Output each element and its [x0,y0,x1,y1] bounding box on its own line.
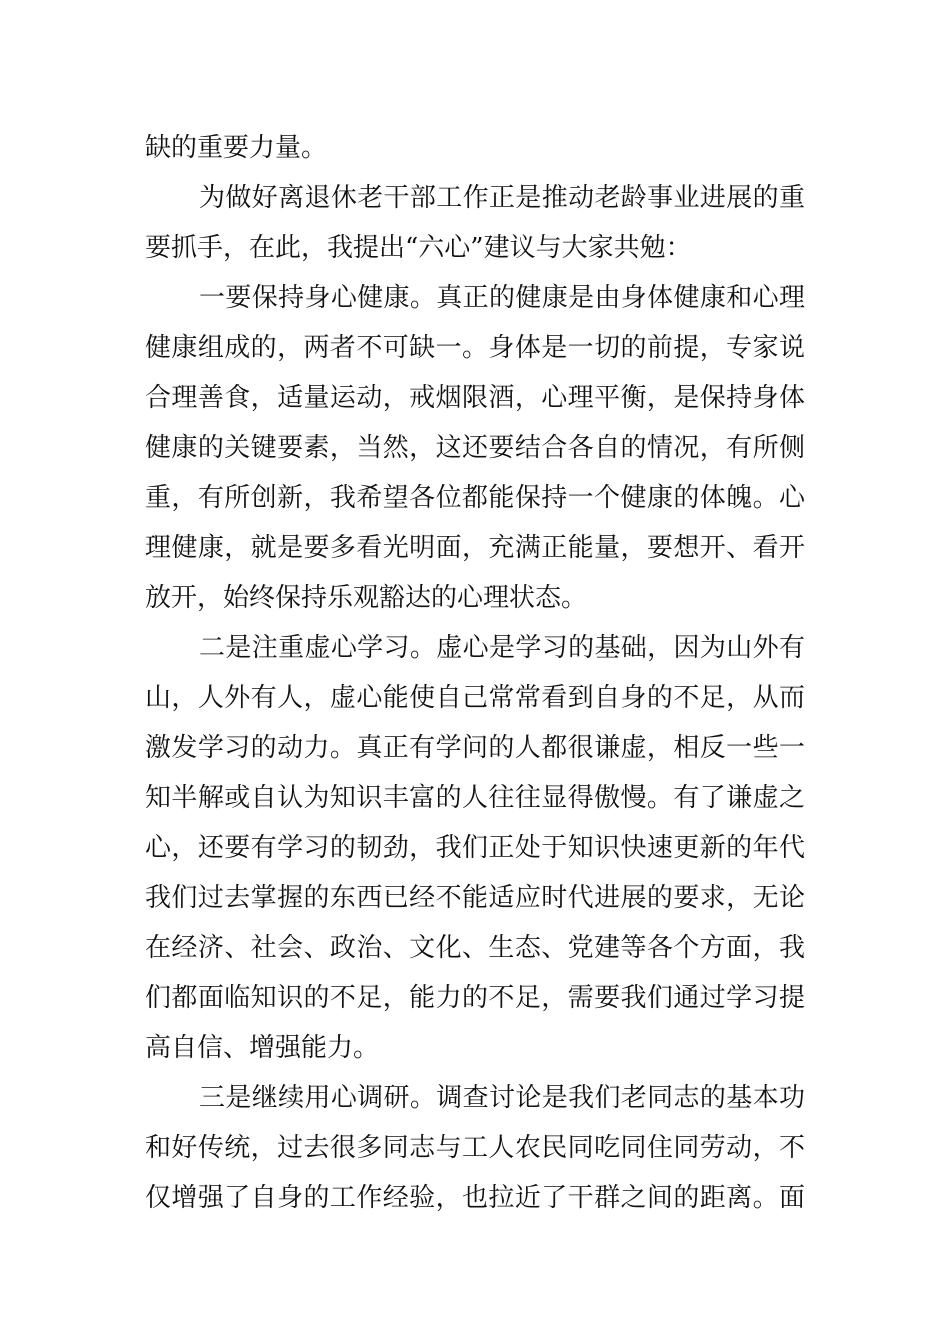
text-line: 激发学习的动力。真正有学问的人都很谦虚，相反一些一 [145,733,805,763]
paragraph-first-line: 为做好离退休老干部工作正是推动老龄事业进展的重 [199,183,805,213]
text-line: 知半解或自认为知识丰富的人往往显得傲慢。有了谦虚之 [145,783,805,813]
text-line: 我们过去掌握的东西已经不能适应时代进展的要求，无论 [145,883,805,913]
paragraph-first-line: 二是注重虚心学习。虚心是学习的基础，因为山外有 [199,633,805,663]
text-line: 健康的关键要素，当然，这还要结合各自的情况，有所侧 [145,433,805,463]
text-line: 仅增强了自身的工作经验，也拉近了干群之间的距离。面 [145,1183,805,1213]
text-line: 理健康，就是要多看光明面，充满正能量，要想开、看开 [145,533,805,563]
text-line: 健康组成的，两者不可缺一。身体是一切的前提，专家说 [145,333,805,363]
text-line: 缺的重要力量。 [145,133,328,163]
text-line: 山，人外有人，虚心能使自己常常看到自身的不足，从而 [145,683,805,713]
text-line: 重，有所创新，我希望各位都能保持一个健康的体魄。心 [145,483,805,513]
text-line: 高自信、增强能力。 [145,1033,380,1063]
text-line: 放开，始终保持乐观豁达的心理状态。 [145,583,588,613]
text-line: 要抓手，在此，我提出“六心”建议与大家共勉： [145,233,692,263]
text-line: 合理善食，适量运动，戒烟限酒，心理平衡，是保持身体 [145,383,805,413]
paragraph-first-line: 三是继续用心调研。调查讨论是我们老同志的基本功 [199,1083,805,1113]
text-line: 心，还要有学习的韧劲，我们正处于知识快速更新的年代 [145,833,805,863]
text-line: 们都面临知识的不足，能力的不足，需要我们通过学习提 [145,983,805,1013]
text-line: 和好传统，过去很多同志与工人农民同吃同住同劳动，不 [145,1133,805,1163]
paragraph-first-line: 一要保持身心健康。真正的健康是由身体健康和心理 [199,283,805,313]
text-line: 在经济、社会、政治、文化、生态、党建等各个方面，我 [145,933,805,963]
